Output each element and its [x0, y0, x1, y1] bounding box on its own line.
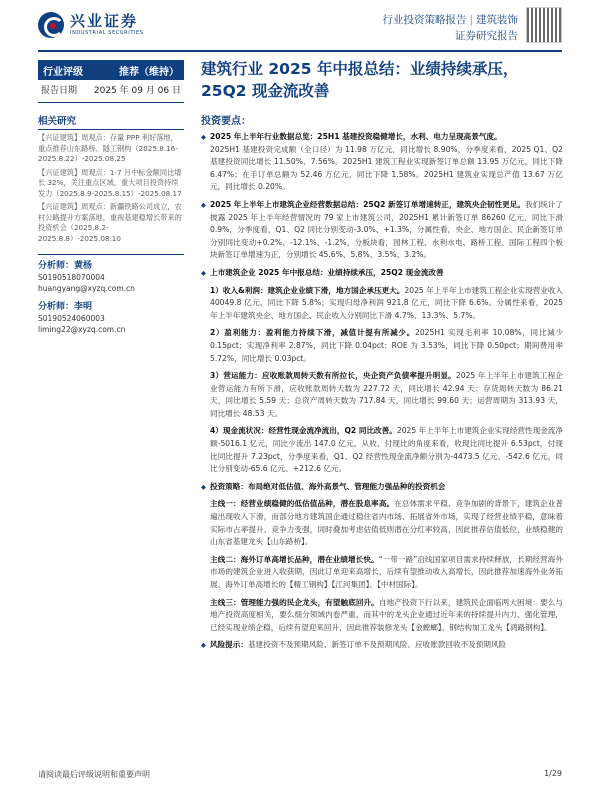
industry-name: 建筑装饰: [476, 14, 518, 26]
header-divider: [38, 50, 562, 52]
analyst-info: [38, 254, 184, 335]
analyst-1-email[interactable]: huangyang@xyzq.com.cn: [38, 284, 135, 293]
report-date: [38, 80, 184, 103]
report-date-label: 报告日期: [41, 86, 78, 96]
page-number: 1/29: [544, 769, 562, 778]
point-operating-capacity: 3）营运能力：应收账款周转天数有所拉长，央企资产负债率提升明显。2025 年上半年上市建筑工程企业营运能力有所下滑，应收账款周转天数为 227.72 天，同比增长 42.94 天；存货周转天数为 86.21 天，同比增长 5.59 天；总资产周转天数为 717.84 天，同比增长 99.60 天；运营周期为 313.93 天，同比增长 48.53 天。: [210, 371, 563, 418]
point-revenue-profit: 1）收入&利润：建筑企业业绩下滑，地方国企承压更大。2025 年上半年上市建筑工程企业实现营业收入 40049.8 亿元，同比下降 5.8%；实现归母净利润 921.8 亿元，同比下降 6.6%。分属性来看，2025 年上半年建筑央企、地方国企、民企收入分别同比下滑 4.7%、13.3%、5.7%。: [210, 285, 563, 320]
related-research-item[interactable]: 【兴证建筑】周观点：存量 PPP 利好落地，重点推荐山东路桥、隧工钢构（2025.8.16-2025.8.22）-2025.08.25: [38, 133, 178, 163]
related-research-item[interactable]: 【兴证建筑】周观点：新疆铁路公司成立，农村公路提升方案落地，重视基建稳增长带来的投资机会（2025.8.2-2025.8.8）-2025.08.10: [38, 202, 182, 243]
report-date-value: 2025 年 09 月 06 日: [93, 86, 181, 96]
strategy-line-1: 主线一：经营业绩稳健的低估值品种，潜在股息率高。在总体需求平稳、竞争加剧的背景下，建筑企业普遍出现收入下滑，而部分地方建筑国企通过稳住省内市场、拓展省外市场，实现了经营业绩平稳，意味着实际市占率提升、竞争力变强，同时叠加考虑估值低则潜在分红率较高，因此推荐估值低位、业绩稳健的山东省基建龙头【山东路桥】。: [210, 499, 563, 547]
rating-box: [38, 60, 184, 80]
analyst-2-name: 李明: [74, 302, 93, 312]
analyst-1-id: S0190518070004: [38, 273, 105, 282]
related-research-item[interactable]: 【兴证建筑】周观点：1-7 月中标金额同比增长 32%，关注重点区域、重大项目投资持续发力（2025.8.9-2025.8.15）-2025.08.17: [38, 167, 182, 198]
related-research-title: 相关研究: [38, 113, 184, 130]
company-name-en: INDUSTRIAL SECURITIES: [70, 30, 144, 36]
qr-code-icon: [526, 7, 562, 43]
related-research-list: [38, 133, 184, 244]
rating-label: 行业评级: [43, 66, 83, 78]
point-industry-overview: ◆ 2025 年上半年行业数据总览：25H1 基建投资稳健增长，水利、电力呈现高景气度。 2025H1 基建投资完成额（全口径）为 11.98 万亿元，同比增长 8.90%，分季度来看，2025 Q1、Q2 基建投资同比增长 11.50%、7.56%。2025H1 建筑工程业实现新签订单总额 13.95 万亿元，同比下降 6.47%；在手订单总额为 52.46 万亿元，同比下降 1.58%。2025H1 建筑业实现总产值 13.67 万亿元，同比增长 0.20%。: [201, 131, 563, 194]
analyst-1: 分析师：黄杨: [38, 261, 93, 271]
point-profitability: 2）盈利能力：盈利能力持续下滑，减值计提有所减少。2025H1 实现毛利率 10.08%，同比减少 0.15pct；实现净利率 2.87%，同比下降 0.04pct；ROE 为 3.53%，同比下降 0.50pct；期间费用率 5.72%，同比增长 0.03pct。: [210, 328, 563, 363]
company-logo: [38, 12, 144, 38]
footer-disclaimer[interactable]: 请阅读最后评级说明和重要声明: [38, 770, 150, 779]
strategy-line-3: 主线三：管理能力强的民企龙头，有望触底回升。自地产投资下行以来，建筑民企面临两大困境：要么与地产投资高度相关，要么细分领域内卷严重，而其中的龙头企业通过近年来的持续提升内力、强化管理，已经实现业绩企稳，后续有望迎来回升，因此推荐装修龙头【金螳螂】、钢结构加工龙头【鸿路钢构】。: [210, 597, 564, 632]
point-investment-strategy: ◆ 投资策略：布局绝对低估值、海外高景气、管理能力强品种的投资机会: [201, 481, 563, 494]
analyst-1-name: 黄杨: [74, 261, 93, 271]
point-operating-data: ◆ 2025 年上半年上市建筑企业经营数据总结：25Q2 新签订单增速转正，建筑央企韧性更足。我们统计了披露 2025 年上半年经营情况的 79 家上市建筑公司，2025H1 累计新签订单 86260 亿元，同比下滑 0.9%，分季度看，Q1、Q2 同比分别变动-3.0%、+1.3%，分属性看，央企、地方国企、民企新签订单分别同比变动+0.2%、-12.1%、-1.2%，分板块看，园林工程、水利水电、路桥工程、国际工程四个板块新签订单增速为正，分别增长 45.6%、5.8%、3.5%、3.2%。: [201, 199, 563, 262]
analyst-2: 分析师：李明: [38, 302, 93, 312]
point-interim-summary: ◆ 上市建筑企业 2025 年中报总结：业绩持续承压，25Q2 现金流改善: [201, 267, 563, 280]
logo-mark-icon: [38, 12, 64, 38]
company-name-cn: 兴业证券: [70, 12, 139, 30]
investment-points-title: 投资要点：: [201, 116, 251, 127]
report-type: 行业投资策略报告: [382, 14, 467, 26]
analyst-2-email[interactable]: liming22@xyzq.com.cn: [38, 325, 126, 334]
analyst-2-id: S0190524060003: [38, 314, 105, 323]
rating-value: 推荐（维持）: [119, 66, 179, 78]
point-risk-warning: ◆ 风险提示：基建投资不及预期风险、新签订单不及预期风险、应收账款回收不及预期风险: [201, 639, 563, 652]
report-category: 证券研究报告: [455, 30, 518, 42]
page-footer: [38, 769, 562, 780]
strategy-line-2: 主线二：海外订单高增长品种，潜在业绩增长快。“一带一路”沿线国家项目需求持续释放，长期经营海外市场的建筑企业进入收获期，因此订单迎来高增长，后续有望推动收入高增长，因此推荐加速海外业务拓展、海外订单高增长的【精工钢构】【江河集团】、【中材国际】。: [210, 554, 564, 589]
sidebar: [38, 60, 184, 335]
report-title: 建筑行业 2025 年中报总结：业绩持续承压， 25Q2 现金流改善: [201, 60, 519, 100]
report-header-info: 行业投资策略报告 | 建筑装饰 证券研究报告: [382, 14, 518, 42]
point-cash-flow: 4）现金流状况：经营性现金流净流出，Q2 同比改善。2025 年上半年上市建筑企业实现经营性现金流净额-5016.1 亿元，同比少流出 147.0 亿元，从收、付现比的角度来看，收现比同比提升 6.53pct，付现比同比提升 7.23pct，分季度来看，Q1、Q2 经营性现金流净额分别为-4473.5 亿元、-542.6 亿元，同比分别变动-65.6 亿元、+212.6 亿元。: [210, 426, 563, 474]
main-content: [201, 58, 563, 657]
